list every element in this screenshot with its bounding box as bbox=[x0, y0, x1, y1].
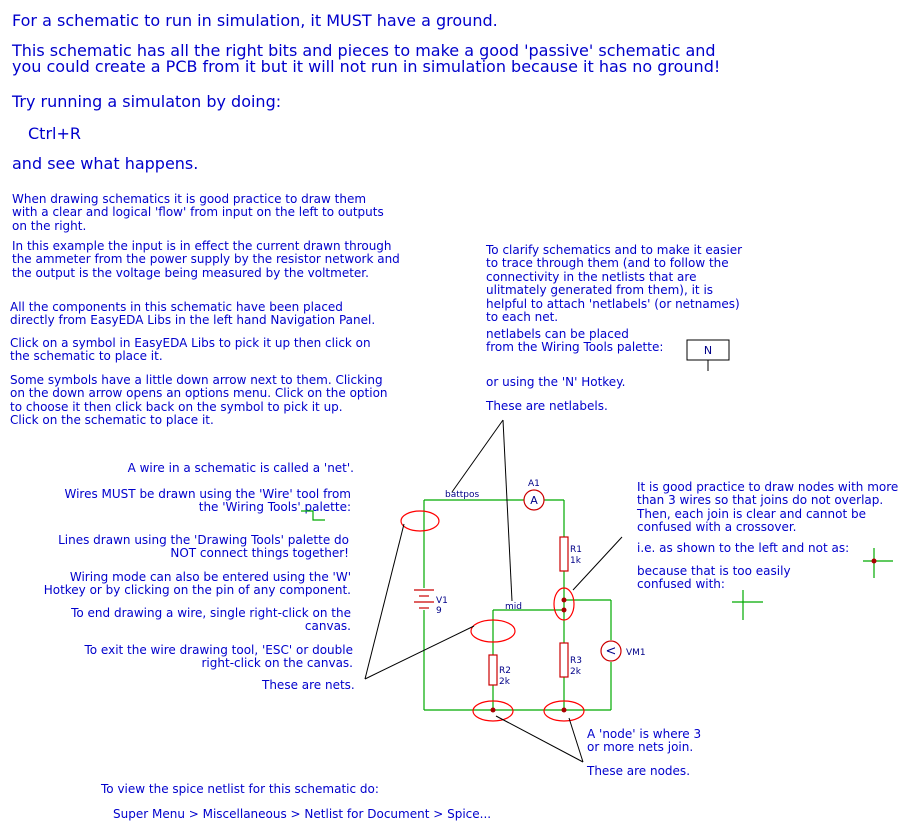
note-these-nets: These are nets. bbox=[262, 678, 355, 692]
junction-dot bbox=[562, 598, 567, 603]
r2-value: 2k bbox=[499, 677, 510, 687]
note-view-netlist: To view the spice netlist for this schematic do: bbox=[101, 782, 379, 796]
note-menu-path: Super Menu > Miscellaneous > Netlist for Document > Spice... bbox=[113, 807, 492, 821]
note-example: In this example the input is in effect the current drawn through the ammeter from the power supply by the resistor network and the output is the voltage being measured by the voltmeter. bbox=[12, 239, 400, 280]
note-wire-tool: Wires MUST be drawn using the 'Wire' tool from the 'Wiring Tools' palette: bbox=[64, 487, 351, 515]
wires bbox=[301, 500, 893, 710]
battery-v1 bbox=[414, 590, 434, 608]
v1-ref: V1 bbox=[436, 596, 448, 606]
note-arrow: Some symbols have a little down arrow next to them. Clicking on the down arrow opens an options menu. Click on the option to choose it then click back on the symbol to pick it up. Click on the schematic to place it. bbox=[10, 373, 388, 428]
netlabel-battpos: battpos bbox=[445, 490, 480, 500]
junction-dot bbox=[562, 708, 567, 713]
r3-value: 2k bbox=[570, 667, 581, 677]
resistor-r3 bbox=[560, 643, 568, 677]
resistor-r1 bbox=[560, 537, 568, 571]
junction-dot bbox=[872, 559, 877, 564]
resistor-r2 bbox=[489, 655, 497, 685]
note-drawing-tools: Lines drawn using the 'Drawing Tools' palette do NOT connect things together! bbox=[58, 533, 349, 561]
netlabel-mid: mid bbox=[505, 602, 522, 612]
r1-value: 1k bbox=[570, 556, 581, 566]
note-clarify: To clarify schematics and to make it easier to trace through them (and to follow the connectivity in the netlists that are ulitmately generated from them), it is helpful to attach 'netlabels' (or netnames) to each net. bbox=[486, 243, 743, 325]
intro-shortcut: Ctrl+R bbox=[28, 124, 81, 143]
pointer-node-left bbox=[496, 716, 583, 762]
junction-dots bbox=[491, 559, 877, 713]
note-as-shown: i.e. as shown to the left and not as: bbox=[637, 541, 850, 555]
ammeter-glyph: A bbox=[530, 494, 538, 507]
intro-line-ground: For a schematic to run in simulation, it MUST have a ground. bbox=[12, 11, 498, 30]
pointer-net-mid bbox=[365, 626, 474, 679]
note-wiring-mode: Wiring mode can also be entered using the 'W' Hotkey or by clicking on the pin of any component. bbox=[43, 570, 351, 598]
r1-ref: R1 bbox=[570, 545, 582, 555]
intro-line-try: Try running a simulaton by doing: bbox=[12, 92, 282, 111]
note-nodes-practice: It is good practice to draw nodes with more than 3 wires so that joins do not overlap. Then, each join is clear and cannot be confused with a crossover. bbox=[637, 480, 899, 535]
pointer-netlabel-mid bbox=[503, 420, 512, 601]
vm1-ref: VM1 bbox=[626, 648, 646, 658]
note-libs: All the components in this schematic have been placed directly from EasyEDA Libs in the left hand Navigation Panel. bbox=[10, 300, 376, 328]
junction-dot bbox=[562, 608, 567, 613]
note-these-nodes: These are nodes. bbox=[587, 764, 691, 778]
r3-ref: R3 bbox=[570, 656, 582, 666]
note-these-netlabels: These are netlabels. bbox=[486, 399, 608, 413]
intro-line-see: and see what happens. bbox=[12, 154, 199, 173]
note-netlabel-hotkey: or using the 'N' Hotkey. bbox=[486, 375, 626, 389]
junction-dot bbox=[491, 708, 496, 713]
note-wire-is-net: A wire in a schematic is called a 'net'. bbox=[127, 461, 354, 475]
pointer-netlabel-battpos bbox=[452, 420, 503, 492]
pointer-net-left bbox=[365, 524, 404, 679]
note-netlabel-palette: netlabels can be placed from the Wiring Tools palette: bbox=[486, 327, 664, 355]
r2-ref: R2 bbox=[499, 666, 511, 676]
components bbox=[414, 490, 621, 685]
note-exit-wire: To exit the wire drawing tool, 'ESC' or double right-click on the canvas. bbox=[84, 643, 353, 671]
note-end-wire: To end drawing a wire, single right-click on the canvas. bbox=[71, 606, 351, 634]
note-too-easily: because that is too easily confused with: bbox=[637, 564, 791, 592]
voltmeter-glyph: < bbox=[605, 644, 617, 659]
net-highlight-left bbox=[401, 511, 439, 531]
intro-line-passive: This schematic has all the right bits and pieces to make a good 'passive' schematic and you could create a PCB from it but it will not run in simulation because it has no ground! bbox=[12, 41, 721, 76]
note-flow: When drawing schematics it is good practice to draw them with a clear and logical 'flow' from input on the left to outputs on the right. bbox=[12, 192, 384, 233]
netlabel-palette-glyph: N bbox=[703, 344, 713, 357]
v1-value: 9 bbox=[436, 606, 442, 616]
ammeter-ref: A1 bbox=[528, 479, 540, 489]
note-node-def: A 'node' is where 3 or more nets join. bbox=[587, 727, 702, 755]
wire-tool-icon bbox=[301, 511, 325, 520]
note-click: Click on a symbol in EasyEDA Libs to pick it up then click on the schematic to place it. bbox=[10, 336, 371, 364]
